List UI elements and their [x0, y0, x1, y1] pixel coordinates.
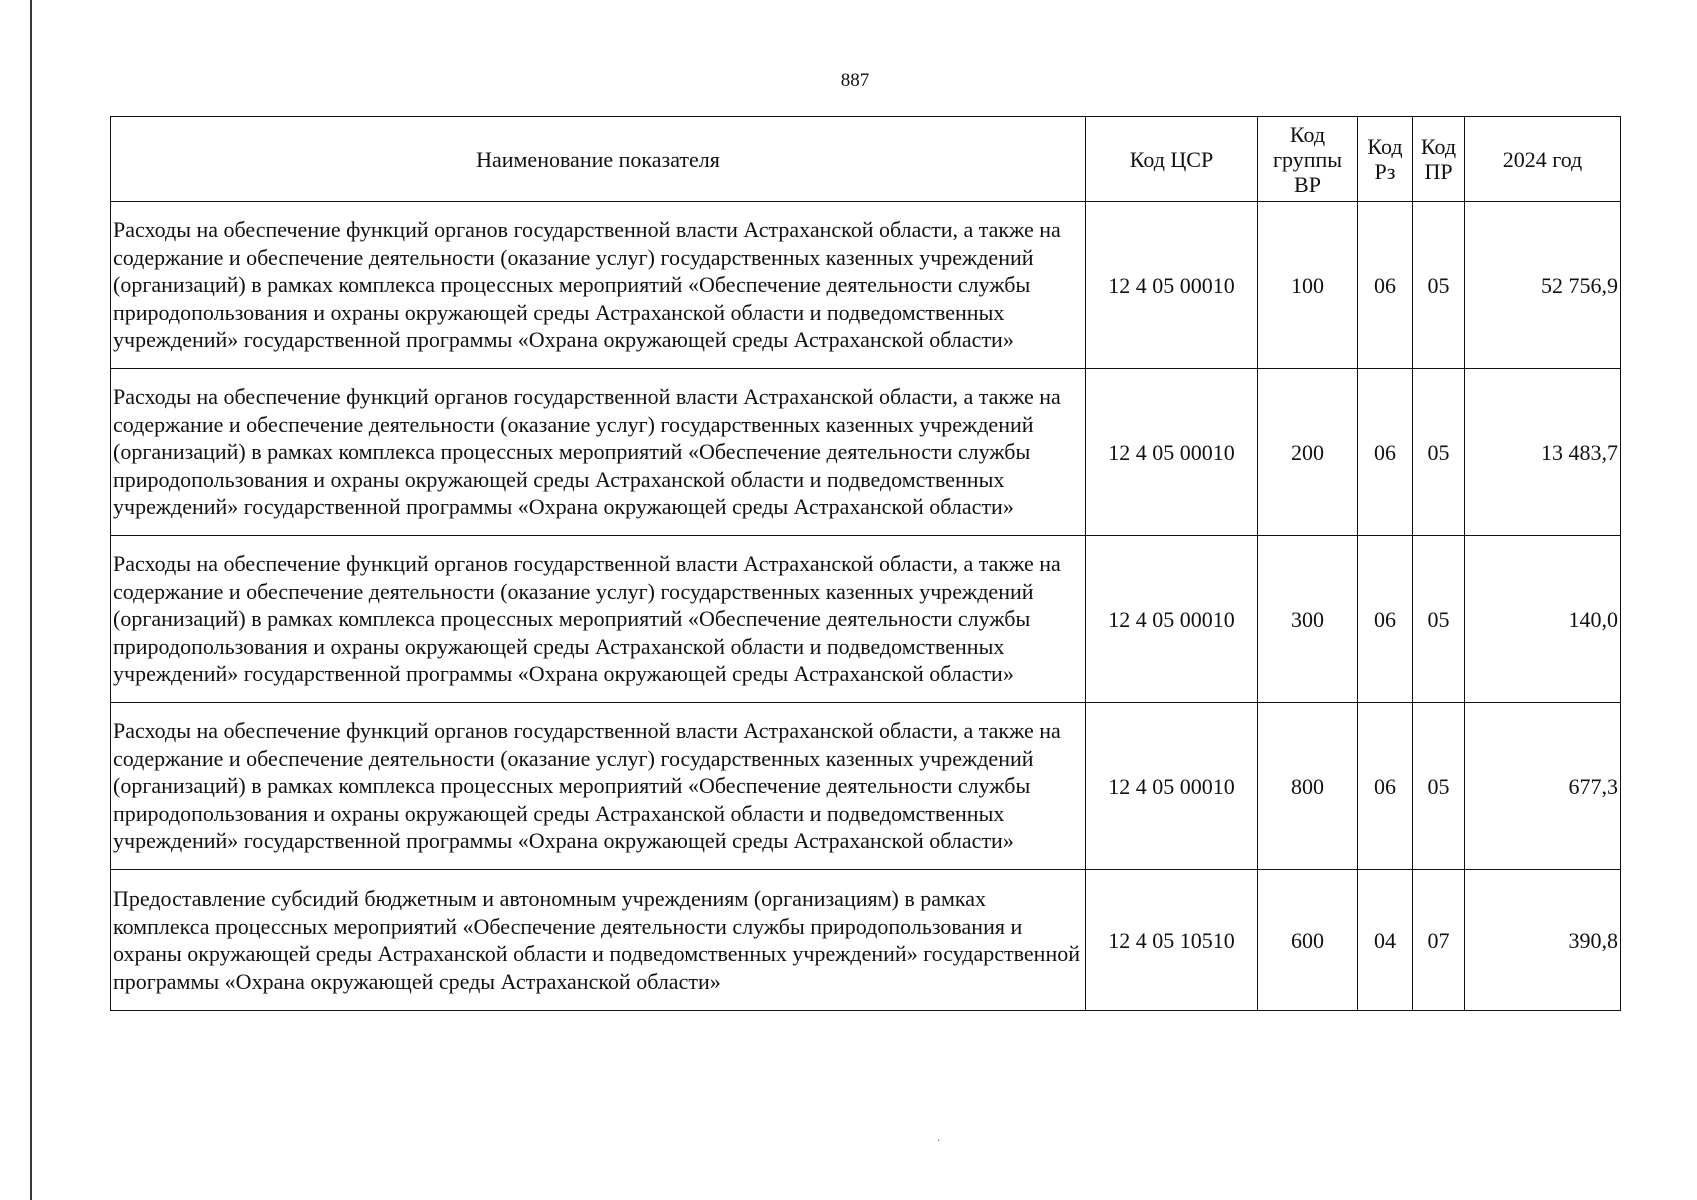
- row-name: Расходы на обеспечение функций органов государственной власти Астраханской области, а также на содержание и обеспечение деятельности (оказание услуг) государственных казенных учреждений (организаций) в рамках комплекса процессных мероприятий «Обеспечение деятельности службы природопользования и охраны окружающей среды Астраханской области и подведомственных учреждений» государственной программы «Охрана окружающей среды Астраханской области»: [111, 369, 1086, 536]
- row-rz: 06: [1358, 369, 1413, 536]
- row-pr: 05: [1413, 536, 1465, 703]
- table-row: [111, 202, 1621, 369]
- header-vr: Код группы ВР: [1258, 117, 1358, 202]
- table-row: [111, 536, 1621, 703]
- row-vr: 300: [1258, 536, 1358, 703]
- row-csr: 12 4 05 00010: [1086, 703, 1258, 870]
- page-number: 887: [840, 70, 870, 91]
- table-header-row: [111, 117, 1621, 202]
- row-vr: 800: [1258, 703, 1358, 870]
- row-csr: 12 4 05 10510: [1086, 870, 1258, 1011]
- header-rz: Код Рз: [1358, 117, 1413, 202]
- table-row: [111, 870, 1621, 1011]
- budget-table: [110, 116, 1621, 1011]
- row-amount: 140,0: [1465, 536, 1621, 703]
- scan-speck: ·: [937, 1136, 941, 1147]
- row-amount: 52 756,9: [1465, 202, 1621, 369]
- row-amount: 677,3: [1465, 703, 1621, 870]
- row-pr: 05: [1413, 703, 1465, 870]
- header-csr: Код ЦСР: [1086, 117, 1258, 202]
- row-amount: 13 483,7: [1465, 369, 1621, 536]
- header-year: 2024 год: [1465, 117, 1621, 202]
- row-csr: 12 4 05 00010: [1086, 536, 1258, 703]
- table-row: [111, 703, 1621, 870]
- header-name: Наименование показателя: [111, 117, 1086, 202]
- row-rz: 06: [1358, 703, 1413, 870]
- row-vr: 200: [1258, 369, 1358, 536]
- row-rz: 06: [1358, 202, 1413, 369]
- row-csr: 12 4 05 00010: [1086, 369, 1258, 536]
- row-amount: 390,8: [1465, 870, 1621, 1011]
- row-rz: 04: [1358, 870, 1413, 1011]
- row-name: Расходы на обеспечение функций органов государственной власти Астраханской области, а также на содержание и обеспечение деятельности (оказание услуг) государственных казенных учреждений (организаций) в рамках комплекса процессных мероприятий «Обеспечение деятельности службы природопользования и охраны окружающей среды Астраханской области и подведомственных учреждений» государственной программы «Охрана окружающей среды Астраханской области»: [111, 202, 1086, 369]
- row-pr: 05: [1413, 369, 1465, 536]
- row-csr: 12 4 05 00010: [1086, 202, 1258, 369]
- row-name: Расходы на обеспечение функций органов государственной власти Астраханской области, а также на содержание и обеспечение деятельности (оказание услуг) государственных казенных учреждений (организаций) в рамках комплекса процессных мероприятий «Обеспечение деятельности службы природопользования и охраны окружающей среды Астраханской области и подведомственных учреждений» государственной программы «Охрана окружающей среды Астраханской области»: [111, 703, 1086, 870]
- row-pr: 07: [1413, 870, 1465, 1011]
- row-vr: 100: [1258, 202, 1358, 369]
- header-pr: Код ПР: [1413, 117, 1465, 202]
- scan-edge-line: [30, 0, 32, 1200]
- row-name: Расходы на обеспечение функций органов государственной власти Астраханской области, а также на содержание и обеспечение деятельности (оказание услуг) государственных казенных учреждений (организаций) в рамках комплекса процессных мероприятий «Обеспечение деятельности службы природопользования и охраны окружающей среды Астраханской области и подведомственных учреждений» государственной программы «Охрана окружающей среды Астраханской области»: [111, 536, 1086, 703]
- row-pr: 05: [1413, 202, 1465, 369]
- row-name: Предоставление субсидий бюджетным и автономным учреждениям (организациям) в рамках комплекса процессных мероприятий «Обеспечение деятельности службы природопользования и охраны окружающей среды Астраханской области и подведомственных учреждений» государственной программы «Охрана окружающей среды Астраханской области»: [111, 870, 1086, 1011]
- row-rz: 06: [1358, 536, 1413, 703]
- table-row: [111, 369, 1621, 536]
- row-vr: 600: [1258, 870, 1358, 1011]
